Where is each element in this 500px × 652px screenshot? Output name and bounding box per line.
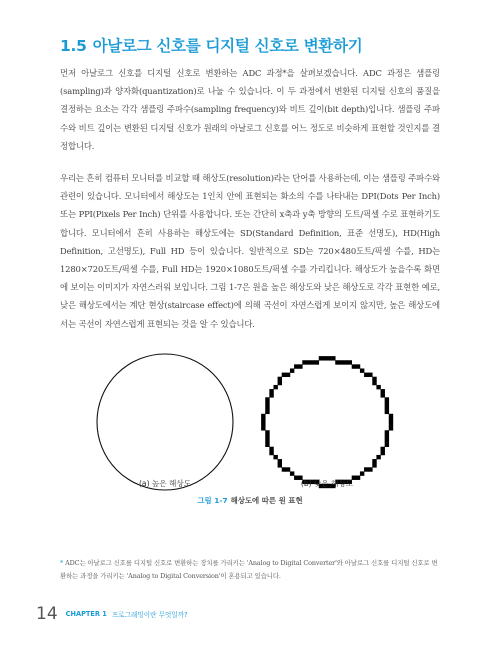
circle-pixel [376, 455, 380, 459]
circle-pixel [315, 360, 319, 364]
circle-pixel [372, 459, 376, 463]
circle-pixel [348, 360, 352, 364]
circle-pixel [261, 418, 265, 422]
circle-pixel [265, 401, 269, 405]
circle-pixel [265, 434, 269, 438]
circle-pixel [364, 467, 368, 471]
circle-pixel [372, 377, 376, 381]
circle-pixel [286, 467, 290, 471]
circle-pixel [389, 426, 393, 430]
circle-pixel [385, 410, 389, 414]
circle-pixel [376, 385, 380, 389]
circle-pixel [368, 467, 372, 471]
figure-caption [60, 495, 440, 506]
page-footer [36, 604, 466, 624]
circle-pixel [343, 360, 347, 364]
circle-pixel [319, 356, 323, 360]
circle-pixel [352, 364, 356, 368]
page-number: 14 [36, 604, 58, 624]
circle-pixel [385, 397, 389, 401]
circle-pixel [278, 463, 282, 467]
section-title [60, 34, 460, 56]
circle-pixel [389, 418, 393, 422]
circle-pixel [265, 406, 269, 410]
circle-pixel [385, 434, 389, 438]
circle-pixel [323, 356, 327, 360]
circle-pixel [339, 360, 343, 364]
circle-pixel [311, 360, 315, 364]
circle-pixel [278, 459, 282, 463]
figure-high-resolution-circle [95, 352, 235, 492]
circle-pixel [278, 381, 282, 385]
circle-pixel [290, 368, 294, 372]
circle-pixel [381, 389, 385, 393]
paragraph-resolution: 우리는 흔히 컴퓨터 모니터를 비교할 때 해상도(resolution)라는 단어를 사용하는데, 이는 샘플링 주파수와 관련이 있습니다. 모니터에서 해상도는 1인치 안에 표현되는 화소의 수를 나타내는 DPI(Dots Per Inch) 또는 PPI(Pixels Per Inch) 단위를 사용합니다. 또는 간단히 x축과 y축 방향의 도트/픽셀 수로 표현하기도 합니다. 모니터에서 흔히 사용하는 해상도에는 SD(Standard Definition, 표준 선명도), HD(High Definition, 고선명도), Full HD 등이 있습니다. 일반적으로 SD는 720×480도트/픽셀 수를, HD는 1280×720도트/픽셀 수를, Full HD는 1920×1080도트/픽셀 수를 가리킵니다. 해상도가 높을수록 화면에 보이는 이미지가 자연스러워 보입니다. 그림 1-7은 원을 높은 해상도와 낮은 해상도로 각각 표현한 예로, 낮은 해상도에서는 계단 현상(staircase effect)에 의해 곡선이 자연스럽게 보이지 않지만, 높은 해상도에서는 곡선이 자연스럽게 표현되는 것을 알 수 있습니다. [60, 173, 440, 329]
circle-pixel [278, 377, 282, 381]
circle-pixel [261, 422, 265, 426]
smooth-circle-graphic [95, 352, 235, 492]
circle-pixel [335, 360, 339, 364]
figure-label: 그림 1-7 [197, 496, 228, 505]
figure-low-resolution-circle [257, 352, 397, 492]
subcaption-low-resolution: (b) 낮은 해상도 [300, 479, 354, 488]
circle-pixel [265, 410, 269, 414]
pixelated-circle-graphic [257, 352, 397, 492]
circle-pixel [265, 430, 269, 434]
circle-pixel [381, 451, 385, 455]
circle-pixel [269, 451, 273, 455]
circle-pixel [360, 471, 364, 475]
chapter-title: 프로그래밍이란 무엇일까? [111, 611, 188, 619]
figure-caption-text: 해상도에 따른 원 표현 [230, 496, 303, 505]
footnote-mark: * [60, 559, 64, 567]
circle-pixel [298, 364, 302, 368]
circle-pixel [381, 393, 385, 397]
circle-pixel [389, 414, 393, 418]
circle-pixel [265, 443, 269, 447]
circle-pixel [389, 422, 393, 426]
subcaption-high-resolution: (a) 높은 해상도 [138, 479, 192, 488]
footnote [60, 557, 440, 582]
circle-pixel [294, 364, 298, 368]
circle-pixel [269, 447, 273, 451]
circle-pixel [368, 373, 372, 377]
circle-pixel [385, 438, 389, 442]
circle-pixel [302, 360, 306, 364]
section-number: 1.5 [60, 37, 87, 55]
circle-pixel [385, 443, 389, 447]
circle-pixel [265, 438, 269, 442]
circle-pixel [381, 447, 385, 451]
circle-pixel [385, 430, 389, 434]
circle-pixel [273, 455, 277, 459]
circle-pixel [327, 356, 331, 360]
circle-pixel [356, 364, 360, 368]
section-title-text: 아날로그 신호를 디지털 신호로 변환하기 [92, 37, 363, 55]
circle-pixel [269, 393, 273, 397]
circle-pixel [273, 385, 277, 389]
paragraph-adc-intro: 먼저 아날로그 신호를 디지털 신호로 변환하는 ADC 과정*을 살펴보겠습니다. ADC 과정은 샘플링(sampling)과 양자화(quantization)로 나눌 수 있습니다. 이 두 과정에서 변환된 디지털 신호의 품질을 결정하는 요소는 각각 샘플링 주파수(sampling frequency)와 비트 깊이(bit depth)입니다. 샘플링 주파수와 비트 깊이는 변환된 디지털 신호가 원래의 아날로그 신호를 어느 정도로 비슷하게 표현할 것인지를 결정합니다. [60, 68, 440, 151]
circle-pixel [282, 373, 286, 377]
circle-pixel [290, 471, 294, 475]
circle-pixel [282, 467, 286, 471]
circle-pixel [372, 463, 376, 467]
circle-pixel [261, 414, 265, 418]
circle-pixel [385, 401, 389, 405]
circle-pixel [385, 406, 389, 410]
circle-pixel [364, 373, 368, 377]
circle-pixel [261, 426, 265, 430]
circle-pixel [372, 381, 376, 385]
circle-pixel [269, 389, 273, 393]
footnote-text: ADC는 아날로그 신호를 디지털 신호로 변환하는 장치를 가리키는 'Analog to Digital Converter'와 아날로그 신호를 디지털 신호로 변환하는 과정을 가리키는 'Analog to Digital Conversion'이 혼용되고 있습니다. [60, 559, 438, 580]
circle-pixel [360, 368, 364, 372]
circle-pixel [331, 356, 335, 360]
circle-pixel [306, 360, 310, 364]
chapter-label: CHAPTER 1 [65, 610, 107, 618]
circle-pixel [286, 373, 290, 377]
circle-pixel [265, 397, 269, 401]
